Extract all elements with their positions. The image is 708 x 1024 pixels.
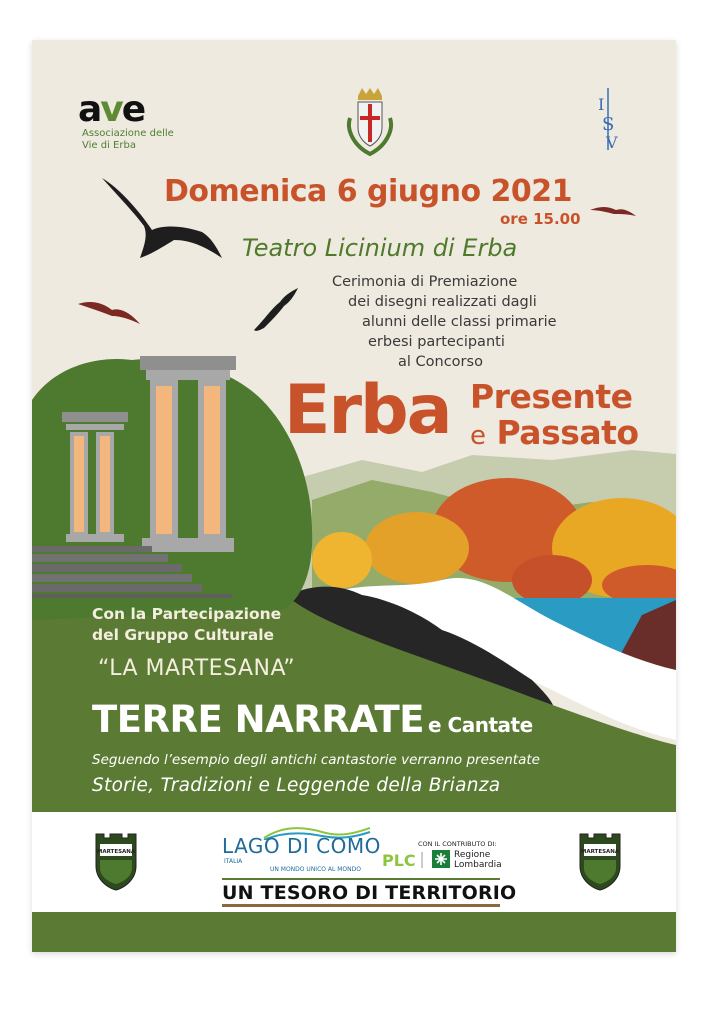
footer-rule-top bbox=[222, 878, 500, 880]
contributo-label: CON IL CONTRIBUTO DI: bbox=[418, 840, 497, 848]
ave-association-logo bbox=[78, 89, 174, 152]
lago-motto: UN MONDO UNICO AL MONDO bbox=[270, 866, 361, 873]
svg-text:S: S bbox=[602, 114, 615, 135]
show-title-main: TERRE NARRATE bbox=[92, 698, 425, 741]
footer-band bbox=[32, 912, 676, 952]
group-name: “LA MARTESANA” bbox=[98, 656, 296, 681]
event-time: ore 15.00 bbox=[500, 210, 581, 228]
contest-title-line2 bbox=[470, 413, 639, 453]
ave-logo-text: Associazione delle Vie di Erba bbox=[82, 128, 174, 151]
martesana-shield-icon bbox=[578, 832, 622, 892]
regione-line2: Lombardia bbox=[454, 860, 502, 870]
ceremony-line: erbesi partecipanti bbox=[368, 334, 505, 350]
shield-label: MARTESANA bbox=[580, 849, 620, 855]
plc-text: PLC bbox=[382, 851, 416, 870]
ave-logo-mark: ave bbox=[78, 89, 145, 130]
show-title bbox=[92, 698, 533, 741]
isv-logo-icon bbox=[588, 84, 628, 154]
regione-text bbox=[454, 850, 502, 870]
ceremony-line: alunni delle classi primarie bbox=[362, 314, 557, 330]
svg-text:V: V bbox=[606, 133, 618, 152]
regione-lombardia-logo bbox=[430, 848, 510, 872]
contest-title-passato: Passato bbox=[496, 413, 639, 452]
regione-line1: Regione bbox=[454, 850, 491, 860]
event-poster bbox=[32, 40, 676, 952]
contest-title-line1: Presente bbox=[470, 377, 633, 416]
ceremony-line: Cerimonia di Premiazione bbox=[332, 274, 518, 290]
erba-coat-of-arms-icon bbox=[340, 88, 400, 160]
participation-text bbox=[92, 604, 281, 646]
contest-title-main: Erba bbox=[284, 371, 451, 450]
plc-logo-icon bbox=[380, 850, 424, 870]
participation-line1: Con la Partecipazione bbox=[92, 605, 282, 623]
show-title-suffix: e Cantate bbox=[428, 713, 533, 737]
rosa-camuna-icon bbox=[432, 850, 450, 868]
show-subtitle: Seguendo l’esempio degli antichi cantastorie verranno presentate bbox=[92, 752, 540, 768]
ceremony-description bbox=[332, 272, 592, 372]
lago-title: LAGO DI COMO bbox=[222, 834, 381, 858]
lago-country: ITALIA bbox=[224, 858, 243, 865]
tesoro-tagline: UN TESORO DI TERRITORIO bbox=[222, 882, 517, 904]
participation-line2: del Gruppo Culturale bbox=[92, 626, 275, 644]
event-venue: Teatro Licinium di Erba bbox=[242, 234, 518, 262]
shield-label: MARTESANA bbox=[96, 849, 136, 855]
lago-di-como-logo bbox=[222, 824, 392, 880]
show-tagline: Storie, Tradizioni e Leggende della Brianza bbox=[92, 775, 501, 796]
martesana-shield-icon bbox=[94, 832, 138, 892]
ceremony-line: dei disegni realizzati dagli bbox=[348, 294, 537, 310]
svg-text:I: I bbox=[598, 95, 605, 114]
footer-rule-bottom bbox=[222, 904, 500, 907]
event-date: Domenica 6 giugno 2021 bbox=[164, 174, 573, 209]
contest-title-conj: e bbox=[470, 421, 486, 451]
ceremony-line: al Concorso bbox=[398, 354, 483, 370]
